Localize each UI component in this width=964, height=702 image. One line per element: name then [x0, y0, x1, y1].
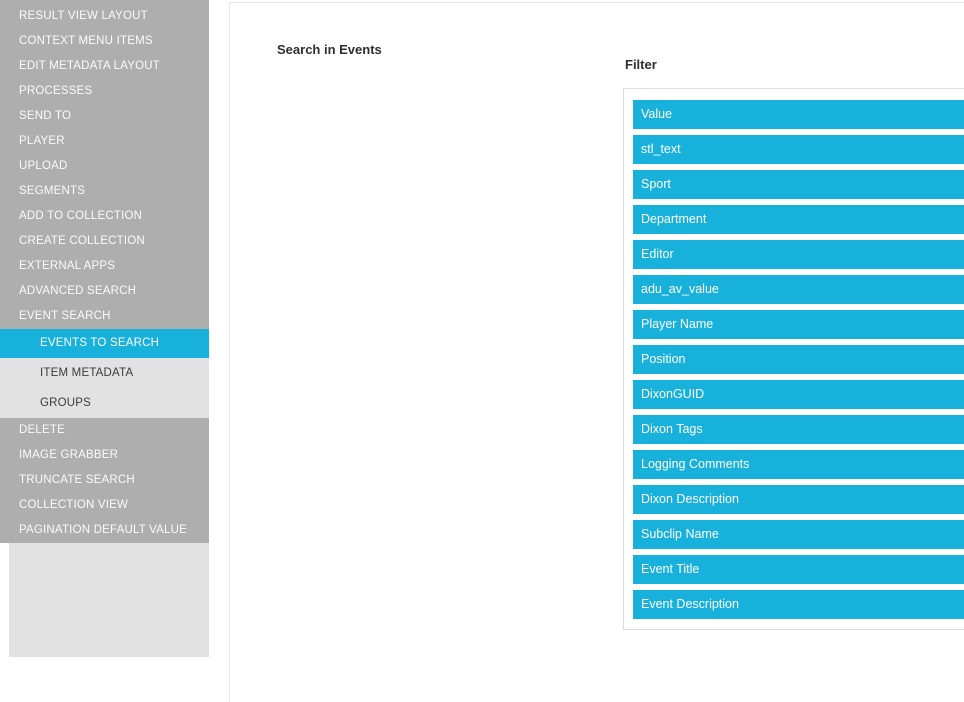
filter-option[interactable]: Subclip Name — [633, 520, 964, 549]
filter-option[interactable]: Player Name — [633, 310, 964, 339]
sidebar-item-events-to-search[interactable]: EVENTS TO SEARCH — [0, 329, 209, 358]
sidebar-section-event-search-sub — [0, 358, 209, 418]
page-title: Search in Events — [277, 42, 382, 57]
sidebar-item[interactable]: ADD TO COLLECTION — [19, 210, 143, 222]
filter-option[interactable]: Sport — [633, 170, 964, 199]
filter-section-label: Filter — [625, 57, 657, 72]
sidebar-subitem[interactable]: GROUPS — [40, 397, 92, 409]
filter-option[interactable]: stl_text — [633, 135, 964, 164]
sidebar-item[interactable]: COLLECTION VIEW — [19, 499, 129, 511]
sidebar-item[interactable]: TRUNCATE SEARCH — [19, 474, 135, 486]
filter-option[interactable]: Position — [633, 345, 964, 374]
filter-option[interactable]: Dixon Tags — [633, 415, 964, 444]
filter-option[interactable]: Department — [633, 205, 964, 234]
sidebar-filler-panel — [9, 543, 209, 657]
filter-option[interactable]: adu_av_value — [633, 275, 964, 304]
sidebar-item[interactable]: PROCESSES — [19, 85, 93, 97]
sidebar-item[interactable]: PLAYER — [19, 135, 65, 147]
sidebar-item[interactable]: EVENT SEARCH — [19, 310, 111, 322]
sidebar-item[interactable]: RESULT VIEW LAYOUT — [19, 10, 148, 22]
sidebar-item[interactable]: EXTERNAL APPS — [19, 260, 116, 272]
filter-option[interactable]: Event Description — [633, 590, 964, 619]
sidebar-subitem[interactable]: ITEM METADATA — [40, 367, 134, 379]
sidebar-item[interactable]: IMAGE GRABBER — [19, 449, 119, 461]
filter-option[interactable]: Value — [633, 100, 964, 129]
settings-sidebar — [0, 0, 209, 657]
sidebar-item[interactable]: SEND TO — [19, 110, 72, 122]
sidebar-item[interactable]: EDIT METADATA LAYOUT — [19, 60, 160, 72]
filter-option[interactable]: DixonGUID — [633, 380, 964, 409]
sidebar-item[interactable]: SEGMENTS — [19, 185, 86, 197]
filter-option[interactable]: Editor — [633, 240, 964, 269]
sidebar-item[interactable]: ADVANCED SEARCH — [19, 285, 137, 297]
sidebar-item[interactable]: CONTEXT MENU ITEMS — [19, 35, 153, 47]
sidebar-item[interactable]: CREATE COLLECTION — [19, 235, 145, 247]
filter-option[interactable]: Event Title — [633, 555, 964, 584]
filter-option[interactable]: Logging Comments — [633, 450, 964, 479]
sidebar-item[interactable]: PAGINATION DEFAULT VALUE — [19, 524, 187, 536]
sidebar-item[interactable]: DELETE — [19, 424, 65, 436]
sidebar-item[interactable]: UPLOAD — [19, 160, 68, 172]
filter-option[interactable]: Dixon Description — [633, 485, 964, 514]
content-panel — [229, 2, 964, 702]
sidebar-section-lower — [0, 418, 209, 543]
sidebar-section-main — [0, 0, 209, 329]
filter-options-list — [623, 88, 964, 630]
